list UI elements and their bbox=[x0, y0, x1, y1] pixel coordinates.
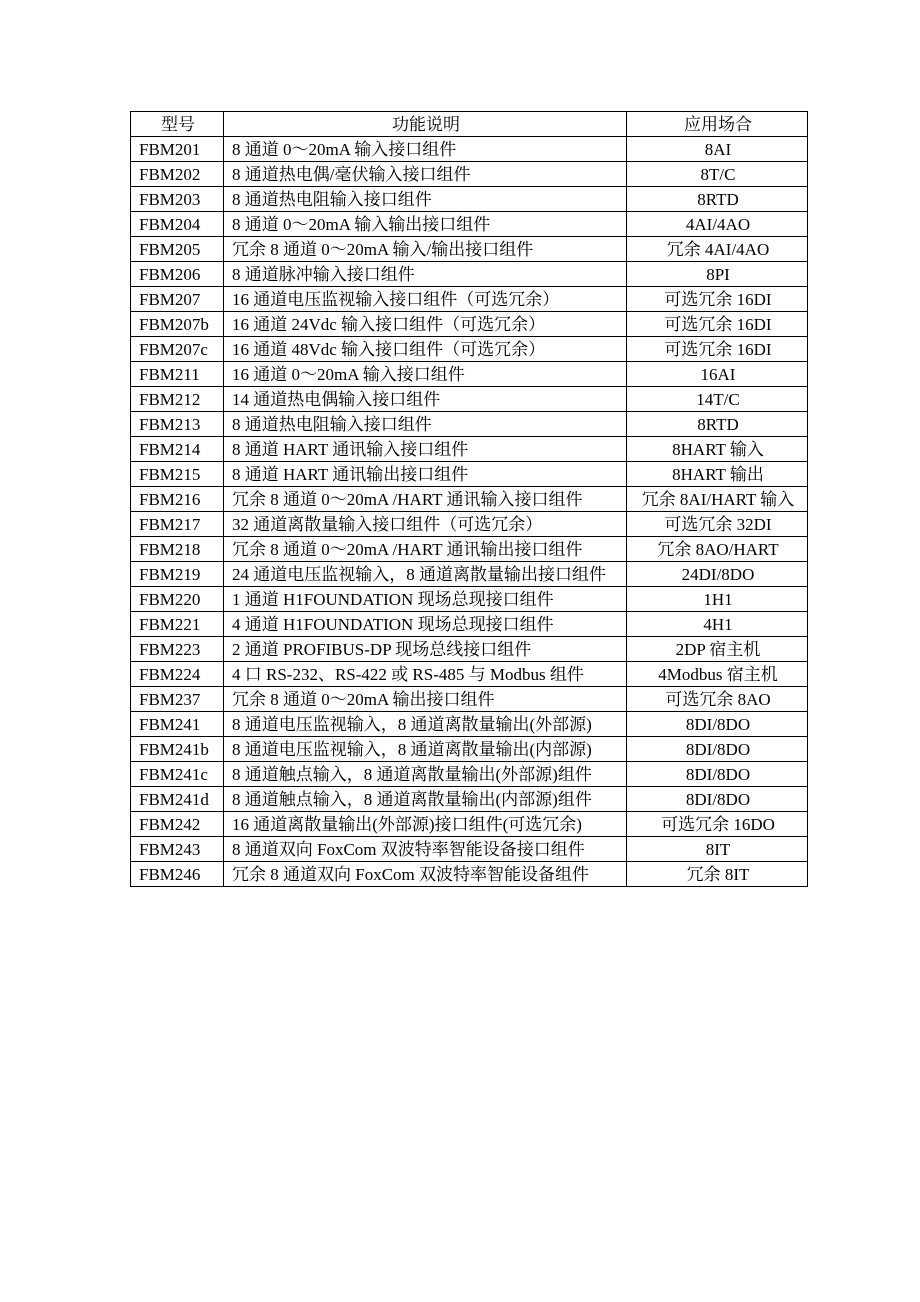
table-row bbox=[131, 712, 808, 737]
table-row bbox=[131, 812, 808, 837]
table-row bbox=[131, 737, 808, 762]
table-row bbox=[131, 537, 808, 562]
table-row bbox=[131, 512, 808, 537]
cell-application: 8DI/8DO bbox=[627, 712, 808, 737]
cell-application: 8RTD bbox=[627, 412, 808, 437]
cell-model: FBM211 bbox=[131, 362, 224, 387]
cell-model: FBM241c bbox=[131, 762, 224, 787]
cell-model: FBM241d bbox=[131, 787, 224, 812]
cell-model: FBM217 bbox=[131, 512, 224, 537]
table-row bbox=[131, 487, 808, 512]
table-row bbox=[131, 262, 808, 287]
table-row bbox=[131, 287, 808, 312]
cell-application: 8DI/8DO bbox=[627, 762, 808, 787]
cell-description: 16 通道 24Vdc 输入接口组件（可选冗余） bbox=[224, 312, 627, 337]
cell-model: FBM215 bbox=[131, 462, 224, 487]
table-row bbox=[131, 662, 808, 687]
table-row bbox=[131, 612, 808, 637]
cell-application: 冗余 8AO/HART bbox=[627, 537, 808, 562]
cell-description: 16 通道 48Vdc 输入接口组件（可选冗余） bbox=[224, 337, 627, 362]
cell-model: FBM207 bbox=[131, 287, 224, 312]
table-row bbox=[131, 637, 808, 662]
cell-model: FBM242 bbox=[131, 812, 224, 837]
cell-description: 8 通道 0～20mA 输入输出接口组件 bbox=[224, 212, 627, 237]
cell-application: 2DP 宿主机 bbox=[627, 637, 808, 662]
table-row bbox=[131, 587, 808, 612]
cell-model: FBM207b bbox=[131, 312, 224, 337]
cell-model: FBM206 bbox=[131, 262, 224, 287]
cell-model: FBM212 bbox=[131, 387, 224, 412]
cell-model: FBM246 bbox=[131, 862, 224, 887]
header-model: 型号 bbox=[131, 112, 224, 137]
cell-description: 24 通道电压监视输入，8 通道离散量输出接口组件 bbox=[224, 562, 627, 587]
cell-application: 8HART 输出 bbox=[627, 462, 808, 487]
table-row bbox=[131, 862, 808, 887]
cell-model: FBM219 bbox=[131, 562, 224, 587]
cell-description: 16 通道 0～20mA 输入接口组件 bbox=[224, 362, 627, 387]
cell-model: FBM220 bbox=[131, 587, 224, 612]
table-row bbox=[131, 437, 808, 462]
cell-description: 8 通道热电阻输入接口组件 bbox=[224, 187, 627, 212]
cell-application: 1H1 bbox=[627, 587, 808, 612]
cell-model: FBM223 bbox=[131, 637, 224, 662]
cell-description: 8 通道 0～20mA 输入接口组件 bbox=[224, 137, 627, 162]
cell-description: 8 通道电压监视输入，8 通道离散量输出(外部源) bbox=[224, 712, 627, 737]
cell-model: FBM207c bbox=[131, 337, 224, 362]
cell-model: FBM203 bbox=[131, 187, 224, 212]
cell-application: 冗余 8AI/HART 输入 bbox=[627, 487, 808, 512]
cell-description: 冗余 8 通道 0～20mA 输入/输出接口组件 bbox=[224, 237, 627, 262]
cell-model: FBM241b bbox=[131, 737, 224, 762]
cell-model: FBM216 bbox=[131, 487, 224, 512]
table-row bbox=[131, 412, 808, 437]
cell-description: 8 通道触点输入，8 通道离散量输出(外部源)组件 bbox=[224, 762, 627, 787]
table-row bbox=[131, 687, 808, 712]
cell-model: FBM213 bbox=[131, 412, 224, 437]
table-row bbox=[131, 762, 808, 787]
cell-description: 8 通道 HART 通讯输出接口组件 bbox=[224, 462, 627, 487]
fbm-module-table bbox=[130, 111, 808, 887]
cell-application: 可选冗余 8AO bbox=[627, 687, 808, 712]
cell-application: 4AI/4AO bbox=[627, 212, 808, 237]
cell-model: FBM214 bbox=[131, 437, 224, 462]
cell-description: 8 通道热电阻输入接口组件 bbox=[224, 412, 627, 437]
table-row bbox=[131, 837, 808, 862]
cell-description: 8 通道 HART 通讯输入接口组件 bbox=[224, 437, 627, 462]
table-row bbox=[131, 212, 808, 237]
cell-application: 8RTD bbox=[627, 187, 808, 212]
cell-description: 16 通道电压监视输入接口组件（可选冗余） bbox=[224, 287, 627, 312]
table-row bbox=[131, 312, 808, 337]
cell-description: 14 通道热电偶输入接口组件 bbox=[224, 387, 627, 412]
cell-application: 8DI/8DO bbox=[627, 737, 808, 762]
cell-application: 可选冗余 32DI bbox=[627, 512, 808, 537]
cell-application: 8T/C bbox=[627, 162, 808, 187]
cell-application: 8HART 输入 bbox=[627, 437, 808, 462]
cell-description: 2 通道 PROFIBUS-DP 现场总线接口组件 bbox=[224, 637, 627, 662]
table-row bbox=[131, 337, 808, 362]
cell-application: 可选冗余 16DI bbox=[627, 312, 808, 337]
cell-model: FBM204 bbox=[131, 212, 224, 237]
cell-application: 可选冗余 16DI bbox=[627, 287, 808, 312]
cell-application: 可选冗余 16DO bbox=[627, 812, 808, 837]
cell-description: 8 通道触点输入，8 通道离散量输出(内部源)组件 bbox=[224, 787, 627, 812]
cell-application: 8PI bbox=[627, 262, 808, 287]
cell-application: 4H1 bbox=[627, 612, 808, 637]
table-row bbox=[131, 562, 808, 587]
cell-application: 14T/C bbox=[627, 387, 808, 412]
cell-description: 冗余 8 通道 0～20mA 输出接口组件 bbox=[224, 687, 627, 712]
cell-model: FBM224 bbox=[131, 662, 224, 687]
cell-model: FBM201 bbox=[131, 137, 224, 162]
cell-application: 16AI bbox=[627, 362, 808, 387]
table-row bbox=[131, 787, 808, 812]
header-description: 功能说明 bbox=[224, 112, 627, 137]
cell-application: 8AI bbox=[627, 137, 808, 162]
cell-model: FBM243 bbox=[131, 837, 224, 862]
cell-application: 8DI/8DO bbox=[627, 787, 808, 812]
table-row bbox=[131, 462, 808, 487]
table-row bbox=[131, 187, 808, 212]
cell-description: 冗余 8 通道双向 FoxCom 双波特率智能设备组件 bbox=[224, 862, 627, 887]
cell-application: 8IT bbox=[627, 837, 808, 862]
cell-model: FBM202 bbox=[131, 162, 224, 187]
cell-description: 8 通道热电偶/毫伏输入接口组件 bbox=[224, 162, 627, 187]
cell-description: 1 通道 H1FOUNDATION 现场总现接口组件 bbox=[224, 587, 627, 612]
cell-application: 冗余 8IT bbox=[627, 862, 808, 887]
table-body bbox=[131, 137, 808, 887]
cell-description: 冗余 8 通道 0～20mA /HART 通讯输出接口组件 bbox=[224, 537, 627, 562]
cell-model: FBM221 bbox=[131, 612, 224, 637]
cell-model: FBM241 bbox=[131, 712, 224, 737]
cell-description: 32 通道离散量输入接口组件（可选冗余） bbox=[224, 512, 627, 537]
cell-application: 可选冗余 16DI bbox=[627, 337, 808, 362]
table-row bbox=[131, 162, 808, 187]
table-row bbox=[131, 137, 808, 162]
cell-model: FBM237 bbox=[131, 687, 224, 712]
cell-description: 8 通道电压监视输入，8 通道离散量输出(内部源) bbox=[224, 737, 627, 762]
cell-description: 8 通道双向 FoxCom 双波特率智能设备接口组件 bbox=[224, 837, 627, 862]
cell-description: 冗余 8 通道 0～20mA /HART 通讯输入接口组件 bbox=[224, 487, 627, 512]
table-row bbox=[131, 387, 808, 412]
cell-application: 4Modbus 宿主机 bbox=[627, 662, 808, 687]
cell-description: 8 通道脉冲输入接口组件 bbox=[224, 262, 627, 287]
table-row bbox=[131, 237, 808, 262]
cell-model: FBM218 bbox=[131, 537, 224, 562]
cell-description: 16 通道离散量输出(外部源)接口组件(可选冗余) bbox=[224, 812, 627, 837]
cell-model: FBM205 bbox=[131, 237, 224, 262]
cell-description: 4 通道 H1FOUNDATION 现场总现接口组件 bbox=[224, 612, 627, 637]
cell-application: 冗余 4AI/4AO bbox=[627, 237, 808, 262]
table-row bbox=[131, 362, 808, 387]
table-header-row bbox=[131, 112, 808, 137]
cell-application: 24DI/8DO bbox=[627, 562, 808, 587]
header-application: 应用场合 bbox=[627, 112, 808, 137]
cell-description: 4 口 RS-232、RS-422 或 RS-485 与 Modbus 组件 bbox=[224, 662, 627, 687]
